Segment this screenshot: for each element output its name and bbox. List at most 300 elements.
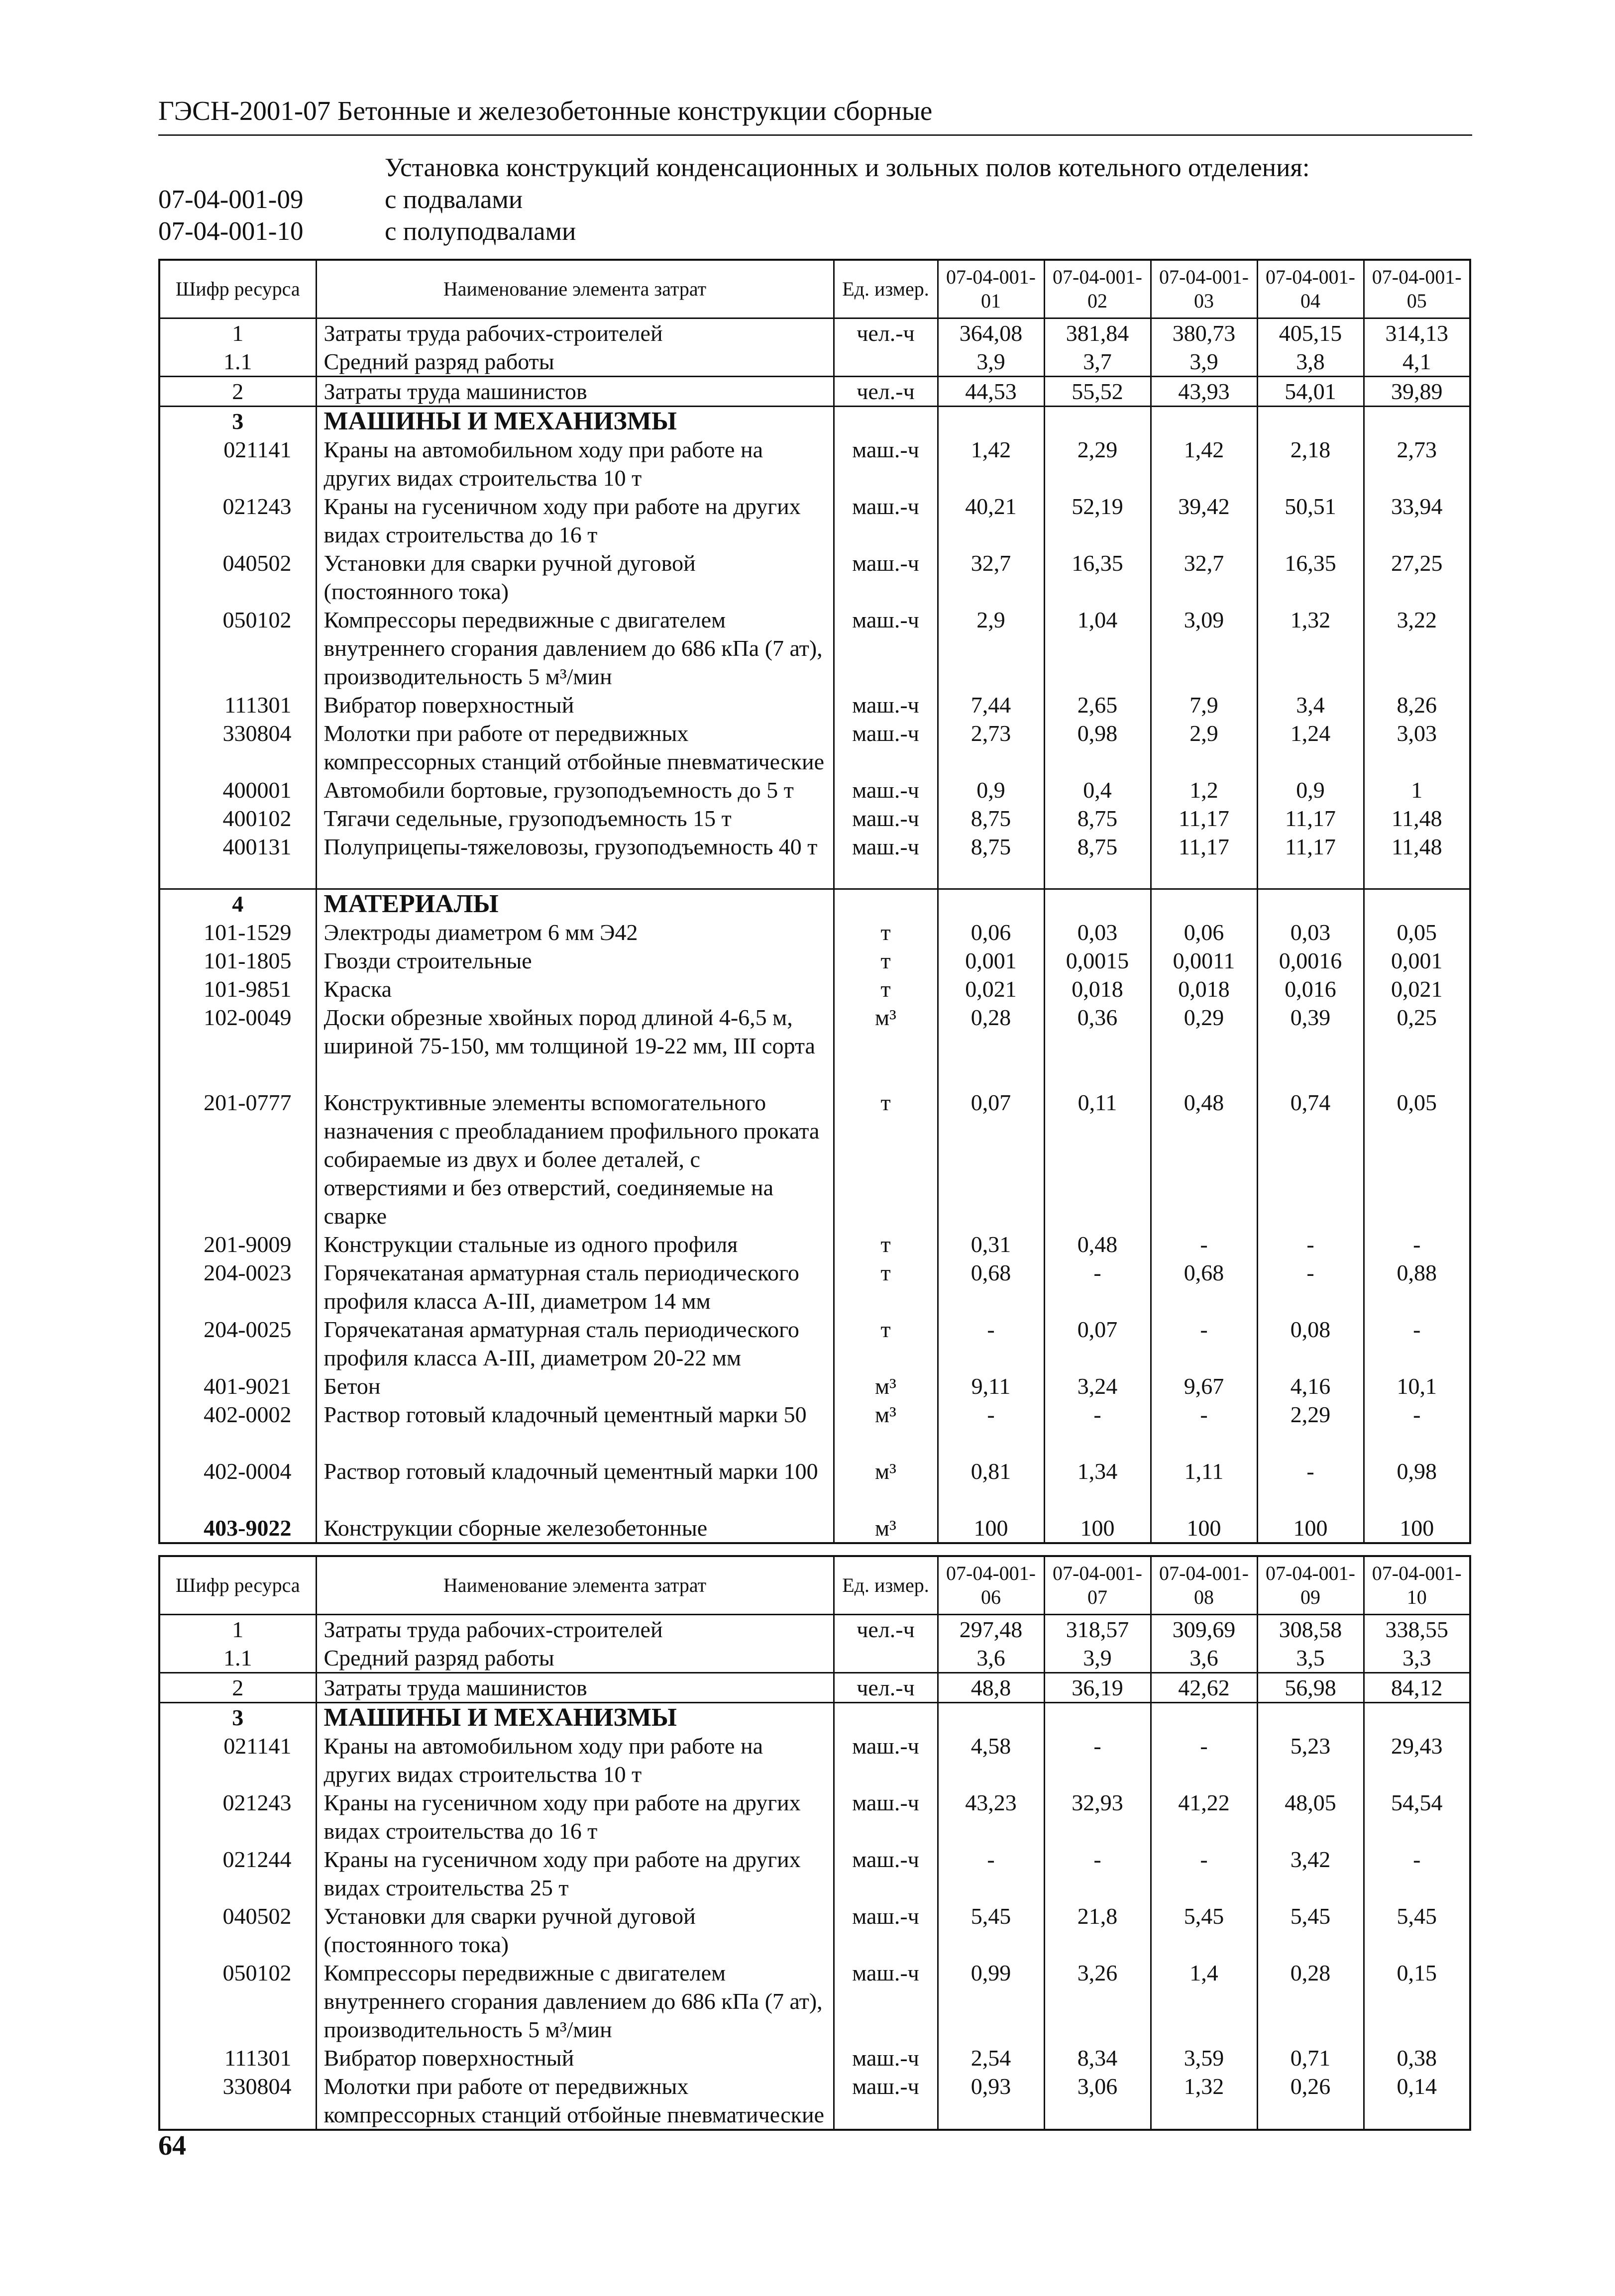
resource-value: 3,09 (1151, 606, 1257, 691)
resource-code: 2 (159, 376, 316, 406)
resource-value: 8,26 (1364, 691, 1470, 719)
resource-value: 2,73 (1364, 435, 1470, 492)
header-rule (158, 134, 1472, 136)
resource-value: 0,25 (1364, 1003, 1470, 1088)
table-row (159, 1959, 1470, 2044)
table-row (159, 376, 1470, 406)
resource-unit: т (834, 1258, 938, 1315)
resource-name: Компрессоры передвижные с двигателем внутреннего сгорания давлением до 686 кПа (7 ат), производительность 5 м³/мин (316, 1959, 834, 2044)
resource-value: 309,69 (1151, 1614, 1257, 1644)
resource-code: 1 (159, 318, 316, 347)
resource-value: 48,8 (938, 1672, 1044, 1702)
resource-value: 3,6 (938, 1644, 1044, 1673)
table-row (159, 1514, 1470, 1543)
resource-value: 11,17 (1257, 833, 1364, 889)
table-row (159, 1644, 1470, 1673)
resource-value: 405,15 (1257, 318, 1364, 347)
resource-name: Затраты труда машинистов (316, 1672, 834, 1702)
resource-value (1364, 406, 1470, 435)
resource-value: 9,11 (938, 1372, 1044, 1400)
resource-value: 297,48 (938, 1614, 1044, 1644)
resource-unit: чел.-ч (834, 318, 938, 347)
resource-value: 0,021 (1364, 975, 1470, 1003)
resource-code: 101-1529 (159, 918, 316, 946)
resource-value: 314,13 (1364, 318, 1470, 347)
resource-unit: чел.-ч (834, 1614, 938, 1644)
resource-code: 3 (159, 1702, 316, 1732)
resource-value: 9,67 (1151, 1372, 1257, 1400)
resource-value: 0,021 (938, 975, 1044, 1003)
resource-value: 0,9 (1257, 776, 1364, 804)
resource-value: 100 (1364, 1514, 1470, 1543)
resource-unit: т (834, 946, 938, 975)
resource-value: 84,12 (1364, 1672, 1470, 1702)
resource-code: 330804 (159, 2072, 316, 2130)
resource-value: - (1257, 1230, 1364, 1258)
table-header-row (159, 1556, 1470, 1614)
resource-value: 3,22 (1364, 606, 1470, 691)
resource-value: 1,42 (1151, 435, 1257, 492)
resource-value: 11,17 (1151, 804, 1257, 833)
resource-value: 21,8 (1044, 1902, 1151, 1959)
resource-value: 0,06 (1151, 918, 1257, 946)
resource-value: - (1257, 1457, 1364, 1514)
header-code: Шифр ресурса (159, 260, 316, 318)
resource-value: 2,9 (1151, 719, 1257, 776)
intro-item (158, 215, 1472, 247)
resource-value: 3,9 (1044, 1644, 1151, 1673)
resource-unit: маш.-ч (834, 1845, 938, 1902)
resource-value: - (1044, 1400, 1151, 1457)
resource-value: 42,62 (1151, 1672, 1257, 1702)
resource-value: 3,4 (1257, 691, 1364, 719)
table-row (159, 918, 1470, 946)
resource-value: 39,89 (1364, 376, 1470, 406)
resource-value: 0,15 (1364, 1959, 1470, 2044)
resource-value: 0,14 (1364, 2072, 1470, 2130)
resource-name: Краска (316, 975, 834, 1003)
resource-value: 43,93 (1151, 376, 1257, 406)
resource-name: Горячекатаная арматурная сталь периодического профиля класса А-III, диаметром 20-22 мм (316, 1315, 834, 1372)
table-row (159, 776, 1470, 804)
resource-value: 0,001 (938, 946, 1044, 975)
resource-value (1257, 406, 1364, 435)
resource-value: 8,75 (1044, 833, 1151, 889)
resource-value: - (1364, 1400, 1470, 1457)
table-row (159, 1088, 1470, 1230)
resource-unit: чел.-ч (834, 1672, 938, 1702)
resource-value (1044, 1702, 1151, 1732)
resource-value (1364, 1702, 1470, 1732)
resource-unit: т (834, 975, 938, 1003)
resource-code: 401-9021 (159, 1372, 316, 1400)
resource-value: 3,3 (1364, 1644, 1470, 1673)
resource-value: 40,21 (938, 492, 1044, 549)
resource-value: - (1364, 1845, 1470, 1902)
resource-value: 100 (1044, 1514, 1151, 1543)
resource-unit: маш.-ч (834, 1788, 938, 1845)
resource-value: 2,65 (1044, 691, 1151, 719)
resource-name: Раствор готовый кладочный цементный марки 100 (316, 1457, 834, 1514)
resource-name: Автомобили бортовые, грузоподъемность до 5 т (316, 776, 834, 804)
resource-value: 0,39 (1257, 1003, 1364, 1088)
resource-value: 10,1 (1364, 1372, 1470, 1400)
resource-unit: м³ (834, 1003, 938, 1088)
resource-value: 11,48 (1364, 833, 1470, 889)
resource-code: 021141 (159, 435, 316, 492)
resource-value: 0,71 (1257, 2044, 1364, 2072)
resource-name: Краны на гусеничном ходу при работе на других видах строительства 25 т (316, 1845, 834, 1902)
resource-value (1364, 889, 1470, 919)
header-column: 07-04-001-07 (1044, 1556, 1151, 1614)
resource-value (1257, 889, 1364, 919)
resource-value (938, 889, 1044, 919)
header-column: 07-04-001-01 (938, 260, 1044, 318)
resource-value: 1,2 (1151, 776, 1257, 804)
resource-unit: м³ (834, 1372, 938, 1400)
resource-name: Электроды диаметром 6 мм Э42 (316, 918, 834, 946)
resource-value: - (1364, 1230, 1470, 1258)
intro-item-text: с полуподвалами (385, 217, 576, 246)
table-row (159, 1230, 1470, 1258)
intro-title-row (158, 152, 1472, 184)
resource-value: - (938, 1315, 1044, 1372)
resource-value: 54,01 (1257, 376, 1364, 406)
resource-value: 0,0011 (1151, 946, 1257, 975)
resource-value: 0,0015 (1044, 946, 1151, 975)
resource-value: 11,48 (1364, 804, 1470, 833)
resource-value: - (1044, 1845, 1151, 1902)
resource-value (938, 1702, 1044, 1732)
header-column: 07-04-001-04 (1257, 260, 1364, 318)
resource-unit: м³ (834, 1400, 938, 1457)
resource-value: 1,34 (1044, 1457, 1151, 1514)
resource-value: 43,23 (938, 1788, 1044, 1845)
resource-value: 1,04 (1044, 606, 1151, 691)
resource-value: - (1044, 1732, 1151, 1788)
resource-name: МАТЕРИАЛЫ (316, 889, 834, 919)
table-row (159, 1457, 1470, 1514)
resource-value: 2,9 (938, 606, 1044, 691)
resource-unit: т (834, 918, 938, 946)
resource-name: МАШИНЫ И МЕХАНИЗМЫ (316, 1702, 834, 1732)
resource-name: Краны на гусеничном ходу при работе на других видах строительства до 16 т (316, 492, 834, 549)
resource-unit: маш.-ч (834, 804, 938, 833)
resource-code: 102-0049 (159, 1003, 316, 1088)
resource-value: 4,1 (1364, 347, 1470, 377)
table-row (159, 2072, 1470, 2130)
resource-unit: м³ (834, 1457, 938, 1514)
resource-value: 2,18 (1257, 435, 1364, 492)
table-row (159, 833, 1470, 889)
resource-unit: маш.-ч (834, 2044, 938, 2072)
resource-unit: маш.-ч (834, 1902, 938, 1959)
resource-name: Бетон (316, 1372, 834, 1400)
resource-value: 0,03 (1257, 918, 1364, 946)
resource-value: 32,93 (1044, 1788, 1151, 1845)
table-header-row (159, 260, 1470, 318)
resource-name: Затраты труда рабочих-строителей (316, 1614, 834, 1644)
resource-value: - (1257, 1258, 1364, 1315)
header-column: 07-04-001-03 (1151, 260, 1257, 318)
table-row (159, 1258, 1470, 1315)
resource-value: 3,06 (1044, 2072, 1151, 2130)
resource-value (1257, 1702, 1364, 1732)
resource-name: Конструктивные элементы вспомогательного назначения с преобладанием профильного проката собираемые из двух и более деталей, с отверстиями и без отверстий, соединяемые на сварке (316, 1088, 834, 1230)
resource-value: 16,35 (1044, 549, 1151, 606)
resource-value: 0,48 (1044, 1230, 1151, 1258)
resource-code: 021141 (159, 1732, 316, 1788)
resource-value: 54,54 (1364, 1788, 1470, 1845)
resource-unit: маш.-ч (834, 719, 938, 776)
table-row (159, 1902, 1470, 1959)
resource-code: 400001 (159, 776, 316, 804)
resource-value: 3,6 (1151, 1644, 1257, 1673)
section-intro (158, 152, 1472, 247)
resource-value: 0,07 (938, 1088, 1044, 1230)
page-number: 64 (158, 2130, 186, 2161)
resource-value: 48,05 (1257, 1788, 1364, 1845)
intro-item-code: 07-04-001-10 (158, 217, 304, 246)
resource-value: 3,24 (1044, 1372, 1151, 1400)
resource-code: 4 (159, 889, 316, 919)
resource-value: 0,48 (1151, 1088, 1257, 1230)
resource-value: 1,11 (1151, 1457, 1257, 1514)
resource-name: Полуприцепы-тяжеловозы, грузоподъемность 40 т (316, 833, 834, 889)
resource-unit: т (834, 1315, 938, 1372)
resource-value: 3,9 (1151, 347, 1257, 377)
resource-name: Затраты труда машинистов (316, 376, 834, 406)
resource-value: 0,38 (1364, 2044, 1470, 2072)
resource-value (1151, 406, 1257, 435)
resource-value: 52,19 (1044, 492, 1151, 549)
resource-value: 0,36 (1044, 1003, 1151, 1088)
resource-value: 0,11 (1044, 1088, 1151, 1230)
resource-value: 381,84 (1044, 318, 1151, 347)
resource-value: 0,99 (938, 1959, 1044, 2044)
resource-name: Конструкции сборные железобетонные (316, 1514, 834, 1543)
resource-value: 11,17 (1257, 804, 1364, 833)
resource-code: 021244 (159, 1845, 316, 1902)
resource-name: Установки для сварки ручной дуговой (постоянного тока) (316, 549, 834, 606)
resource-code: 021243 (159, 492, 316, 549)
resource-code: 330804 (159, 719, 316, 776)
table-row (159, 549, 1470, 606)
resource-unit: маш.-ч (834, 492, 938, 549)
header-column: 07-04-001-05 (1364, 260, 1470, 318)
resource-value: 11,17 (1151, 833, 1257, 889)
resource-name: Горячекатаная арматурная сталь периодического профиля класса А-III, диаметром 14 мм (316, 1258, 834, 1315)
table-row (159, 1845, 1470, 1902)
resource-code: 111301 (159, 691, 316, 719)
resource-code: 101-9851 (159, 975, 316, 1003)
resource-value (1044, 406, 1151, 435)
intro-item-code: 07-04-001-09 (158, 185, 304, 214)
resource-value: 16,35 (1257, 549, 1364, 606)
resource-value: 0,98 (1044, 719, 1151, 776)
resource-value: 3,5 (1257, 1644, 1364, 1673)
resource-code: 111301 (159, 2044, 316, 2072)
resource-code: 050102 (159, 1959, 316, 2044)
table-row (159, 691, 1470, 719)
resource-name: Молотки при работе от передвижных компрессорных станций отбойные пневматические (316, 2072, 834, 2130)
table-row (159, 347, 1470, 377)
resource-value: 33,94 (1364, 492, 1470, 549)
resource-name: Средний разряд работы (316, 347, 834, 377)
table-row (159, 1788, 1470, 1845)
resource-value: - (1151, 1230, 1257, 1258)
header-column: 07-04-001-02 (1044, 260, 1151, 318)
resource-code: 204-0025 (159, 1315, 316, 1372)
table-row (159, 1732, 1470, 1788)
resource-value: 3,8 (1257, 347, 1364, 377)
resource-value: 5,45 (1257, 1902, 1364, 1959)
resource-value: 4,58 (938, 1732, 1044, 1788)
resource-table-2 (158, 1555, 1471, 2131)
resource-value: 3,42 (1257, 1845, 1364, 1902)
resource-value: - (938, 1400, 1044, 1457)
resource-value: 8,75 (1044, 804, 1151, 833)
table-row (159, 606, 1470, 691)
resource-value: 8,75 (938, 833, 1044, 889)
resource-value: 2,29 (1257, 1400, 1364, 1457)
resource-name: Вибратор поверхностный (316, 691, 834, 719)
resource-value: 1 (1364, 776, 1470, 804)
resource-value: 0,4 (1044, 776, 1151, 804)
resource-value: 0,26 (1257, 2072, 1364, 2130)
table-row (159, 975, 1470, 1003)
resource-unit: т (834, 1088, 938, 1230)
resource-code: 050102 (159, 606, 316, 691)
resource-value: - (1044, 1258, 1151, 1315)
table-row (159, 719, 1470, 776)
resource-value: 3,26 (1044, 1959, 1151, 2044)
resource-value: 1,32 (1257, 606, 1364, 691)
resource-value: 0,05 (1364, 918, 1470, 946)
table-row (159, 1372, 1470, 1400)
table-row (159, 804, 1470, 833)
resource-name: Молотки при работе от передвижных компрессорных станций отбойные пневматические (316, 719, 834, 776)
resource-code: 400102 (159, 804, 316, 833)
resource-name: Тягачи седельные, грузоподъемность 15 т (316, 804, 834, 833)
resource-code: 101-1805 (159, 946, 316, 975)
resource-code: 403-9022 (159, 1514, 316, 1543)
resource-code: 201-9009 (159, 1230, 316, 1258)
resource-value: 7,44 (938, 691, 1044, 719)
resource-value: - (1151, 1732, 1257, 1788)
resource-unit: т (834, 1230, 938, 1258)
table-row (159, 318, 1470, 347)
table-row (159, 1614, 1470, 1644)
resource-unit (834, 889, 938, 919)
resource-value: 100 (1257, 1514, 1364, 1543)
resource-value: 0,016 (1257, 975, 1364, 1003)
header-column: 07-04-001-06 (938, 1556, 1044, 1614)
resource-code: 3 (159, 406, 316, 435)
resource-value: 0,018 (1044, 975, 1151, 1003)
resource-name: Установки для сварки ручной дуговой (постоянного тока) (316, 1902, 834, 1959)
resource-value: 0,07 (1044, 1315, 1151, 1372)
section-row (159, 1702, 1470, 1732)
resource-value: 0,28 (1257, 1959, 1364, 2044)
header-name: Наименование элемента затрат (316, 1556, 834, 1614)
resource-value: - (1151, 1400, 1257, 1457)
resource-code: 201-0777 (159, 1088, 316, 1230)
resource-unit: маш.-ч (834, 435, 938, 492)
resource-unit (834, 1644, 938, 1673)
header-unit: Ед. измер. (834, 260, 938, 318)
resource-code: 1.1 (159, 1644, 316, 1673)
resource-value: 3,9 (938, 347, 1044, 377)
resource-value: 0,81 (938, 1457, 1044, 1514)
resource-name: Краны на автомобильном ходу при работе на других видах строительства 10 т (316, 435, 834, 492)
header-unit: Ед. измер. (834, 1556, 938, 1614)
resource-unit: маш.-ч (834, 1959, 938, 2044)
resource-table-1 (158, 259, 1471, 1544)
resource-unit: маш.-ч (834, 549, 938, 606)
resource-value: 0,08 (1257, 1315, 1364, 1372)
resource-code: 1 (159, 1614, 316, 1644)
resource-name: Средний разряд работы (316, 1644, 834, 1673)
resource-value: - (1364, 1315, 1470, 1372)
resource-value: 0,74 (1257, 1088, 1364, 1230)
table-row (159, 1003, 1470, 1088)
resource-value: 50,51 (1257, 492, 1364, 549)
table-row (159, 2044, 1470, 2072)
resource-value: 3,03 (1364, 719, 1470, 776)
header-column: 07-04-001-09 (1257, 1556, 1364, 1614)
resource-value: 338,55 (1364, 1614, 1470, 1644)
resource-value: 0,0016 (1257, 946, 1364, 975)
resource-value: 55,52 (1044, 376, 1151, 406)
resource-value: 2,54 (938, 2044, 1044, 2072)
resource-name: Вибратор поверхностный (316, 2044, 834, 2072)
resource-unit (834, 1702, 938, 1732)
resource-value: 41,22 (1151, 1788, 1257, 1845)
resource-code: 400131 (159, 833, 316, 889)
resource-value: 29,43 (1364, 1732, 1470, 1788)
table-row (159, 435, 1470, 492)
resource-value: 318,57 (1044, 1614, 1151, 1644)
resource-value: 1,32 (1151, 2072, 1257, 2130)
resource-unit: маш.-ч (834, 833, 938, 889)
resource-value: 380,73 (1151, 318, 1257, 347)
intro-item-text: с подвалами (385, 185, 523, 214)
resource-code: 040502 (159, 549, 316, 606)
resource-name: Краны на автомобильном ходу при работе на других видах строительства 10 т (316, 1732, 834, 1788)
resource-value: 44,53 (938, 376, 1044, 406)
resource-value: - (938, 1845, 1044, 1902)
resource-value: 56,98 (1257, 1672, 1364, 1702)
resource-value (1151, 1702, 1257, 1732)
resource-value: 36,19 (1044, 1672, 1151, 1702)
table-row (159, 946, 1470, 975)
resource-name: Доски обрезные хвойных пород длиной 4-6,5 м, шириной 75-150, мм толщиной 19-22 мм, III сорта (316, 1003, 834, 1088)
resource-unit: м³ (834, 1514, 938, 1543)
section-title: Установка конструкций конденсационных и зольных полов котельного отделения: (385, 153, 1310, 182)
resource-value: 364,08 (938, 318, 1044, 347)
resource-name: Конструкции стальные из одного профиля (316, 1230, 834, 1258)
resource-value (1044, 889, 1151, 919)
resource-code: 2 (159, 1672, 316, 1702)
resource-unit: маш.-ч (834, 606, 938, 691)
header-column: 07-04-001-08 (1151, 1556, 1257, 1614)
resource-value: 5,45 (1151, 1902, 1257, 1959)
section-row (159, 406, 1470, 435)
resource-unit: маш.-ч (834, 1732, 938, 1788)
resource-value: 3,59 (1151, 2044, 1257, 2072)
resource-name: Раствор готовый кладочный цементный марки 50 (316, 1400, 834, 1457)
